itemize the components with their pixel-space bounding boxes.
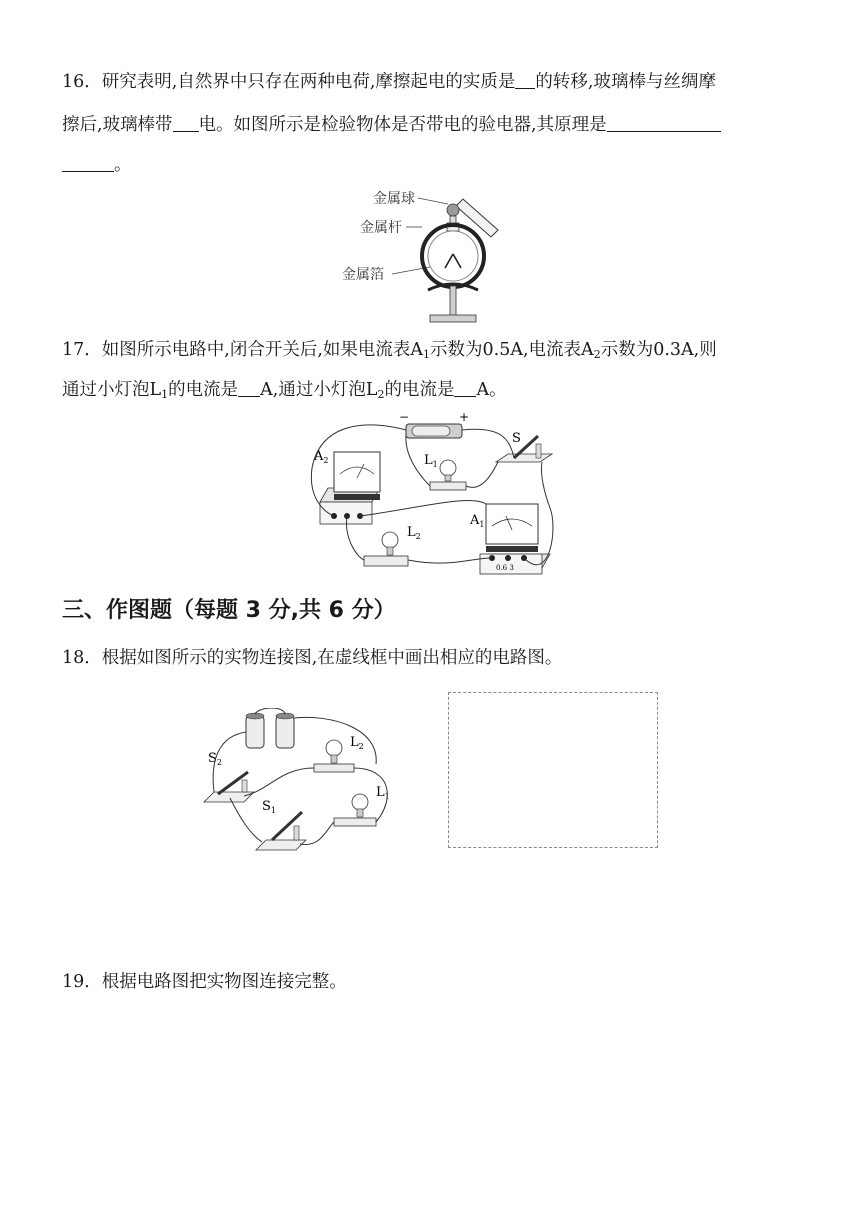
lamp-l1-label: $L_1$ — [424, 453, 438, 469]
metal-ball — [447, 204, 459, 216]
q16-text-end: 。 — [114, 155, 132, 175]
q16-text-a: 16．研究表明,自然界中只存在两种电荷,摩擦起电的实质是 — [62, 72, 516, 92]
switch-s2-base — [204, 792, 254, 802]
ammeter-a1-scale: 0.6 3 — [496, 564, 514, 572]
q17-text-f: A,通过小灯泡L — [260, 380, 378, 400]
label-metal-foil: 金属箔 — [342, 267, 384, 283]
q17-blank-2[interactable] — [454, 378, 476, 397]
lamp-l1-bulb — [440, 460, 456, 476]
q17-line-2 — [62, 378, 507, 407]
lamp-l2-base — [314, 764, 354, 772]
battery-1 — [246, 716, 264, 748]
section-heading: 三、作图题（每题 3 分,共 6 分） — [62, 598, 396, 623]
q16-blank-2[interactable] — [173, 113, 199, 132]
q16-blank-3a[interactable] — [607, 113, 721, 132]
q17-text-b: 示数为0.5A,电流表A — [430, 340, 594, 360]
q17-blank-1[interactable] — [238, 378, 260, 397]
battery-minus-label: − — [399, 410, 410, 424]
lamp-l2-label: $L_2$ — [407, 525, 421, 541]
pointer-ball — [418, 198, 448, 204]
lamp-l2-bulb — [326, 740, 342, 756]
q17-line-1 — [62, 338, 717, 367]
switch-label: S — [512, 431, 521, 446]
ammeter-a1-dial — [486, 504, 538, 544]
answer-box[interactable] — [448, 692, 658, 848]
ammeter-a2-dial — [334, 452, 380, 492]
q19-prompt: 19．根据电路图把实物图连接完整。 — [62, 972, 347, 992]
q17-text-c: 示数为0.3A,则 — [600, 340, 717, 360]
switch-s1-label: $S_1$ — [262, 799, 276, 815]
switch-base — [496, 454, 552, 462]
q17-sub-l1: 1 — [161, 388, 169, 401]
lamp-l1-bulb — [352, 794, 368, 810]
q17-text-a: 17．如图所示电路中,闭合开关后,如果电流表A — [62, 340, 424, 360]
label-metal-rod: 金属杆 — [360, 220, 402, 236]
q16-line-1 — [62, 70, 716, 94]
battery-plus-label: + — [459, 410, 470, 424]
circuit-figure-q18 — [200, 708, 410, 854]
lamp-l1-base — [334, 818, 376, 826]
stand-base — [430, 315, 476, 322]
lamp-l1-base — [430, 482, 466, 490]
ammeter-a2-label: $A_2$ — [314, 449, 329, 465]
q17-sub-a1: 1 — [423, 348, 431, 361]
q16-text-c: 擦后,玻璃棒带 — [62, 115, 173, 135]
stand-post — [450, 286, 456, 316]
q17-sub-l2: 2 — [377, 388, 385, 401]
q17-text-d: 通过小灯泡L — [62, 380, 162, 400]
q16-line-2 — [62, 113, 721, 137]
battery-2 — [276, 716, 294, 748]
ammeter-a1-label: $A_1$ — [470, 513, 485, 529]
q17-text-e: 的电流是 — [168, 380, 239, 400]
q16-blank-3b[interactable] — [62, 153, 114, 172]
q16-blank-1[interactable] — [515, 70, 535, 89]
lamp-l1-label: $L_1$ — [376, 785, 390, 801]
circuit-figure-q17 — [300, 408, 560, 586]
lamp-l2-base — [364, 556, 408, 566]
q17-text-g: 的电流是 — [384, 380, 455, 400]
q17-text-h: A。 — [476, 380, 507, 400]
label-metal-ball: 金属球 — [373, 191, 415, 207]
lamp-l2-label: $L_2$ — [350, 735, 364, 751]
lamp-l2-bulb — [382, 532, 398, 548]
q16-line-3 — [62, 153, 132, 177]
q16-text-b: 的转移,玻璃棒与丝绸摩 — [535, 72, 716, 92]
glass-rod — [456, 199, 498, 237]
q18-prompt: 18．根据如图所示的实物连接图,在虚线框中画出相应的电路图。 — [62, 648, 563, 668]
switch-s2-label: $S_2$ — [208, 751, 222, 767]
switch-s1-base — [256, 840, 306, 850]
q16-text-d: 电。如图所示是检验物体是否带电的验电器,其原理是 — [198, 115, 607, 135]
q17-sub-a2: 2 — [593, 348, 601, 361]
electroscope-figure — [336, 182, 516, 328]
